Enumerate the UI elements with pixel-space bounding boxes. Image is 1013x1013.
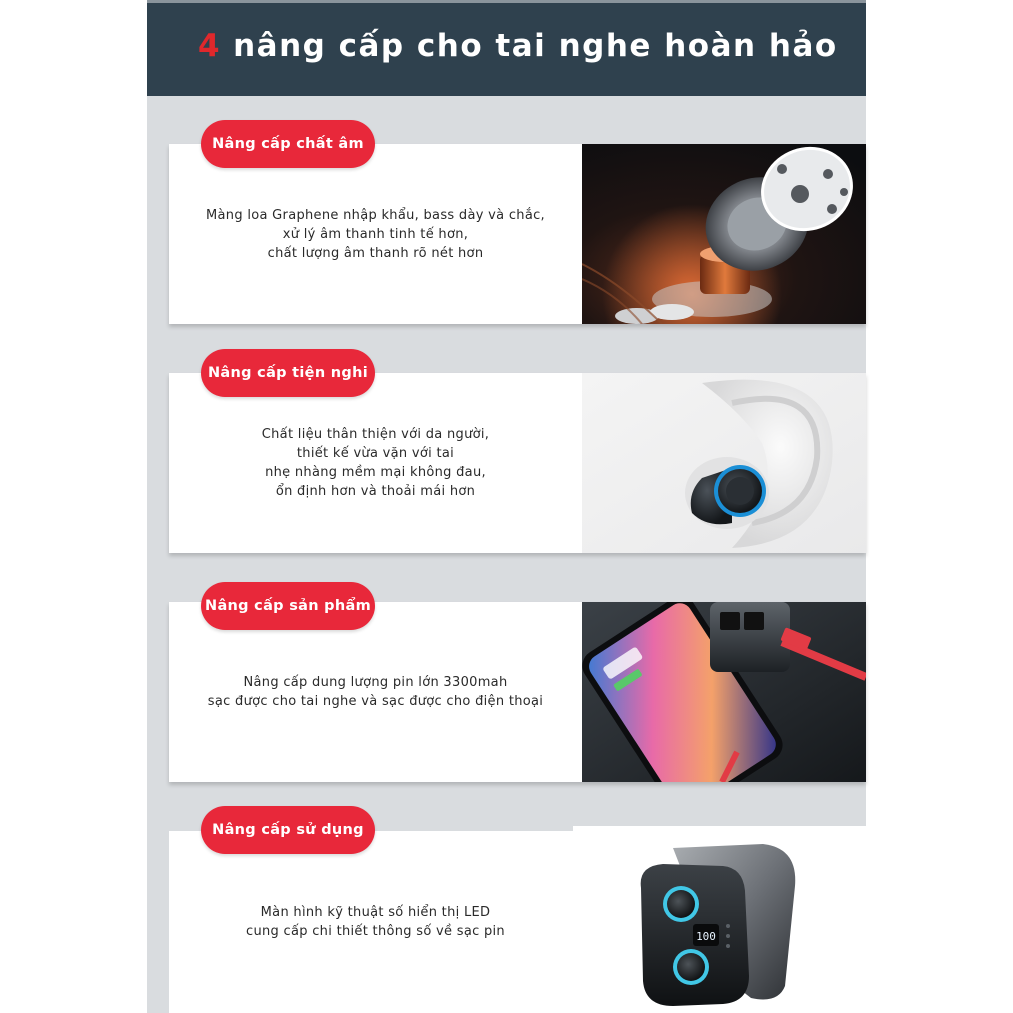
case-image-backdrop	[573, 826, 866, 1013]
description-line: xử lý âm thanh tinh tế hơn,	[282, 226, 469, 242]
title-text: nâng cấp cho tai nghe hoàn hảo	[233, 28, 838, 64]
description-line: chất lượng âm thanh rõ nét hơn	[267, 245, 484, 261]
feature-card-sound	[169, 144, 866, 324]
description-line: nhẹ nhàng mềm mại không đau,	[265, 465, 486, 480]
feature-description	[169, 831, 582, 1013]
speaker-driver-image	[582, 144, 866, 324]
phone-charging-image	[582, 602, 866, 782]
description-line: cung cấp chi thiết thông số về sạc pin	[246, 924, 505, 939]
badge-sound-upgrade: Nâng cấp chất âm	[201, 120, 375, 168]
title-number: 4	[198, 28, 222, 64]
description-line: thiết kế vừa vặn với tai	[296, 446, 455, 461]
feature-card-comfort	[169, 373, 866, 553]
charging-case-image	[573, 826, 866, 1013]
badge-product-upgrade: Nâng cấp sản phẩm	[201, 582, 375, 630]
badge-usage-upgrade: Nâng cấp sử dụng	[201, 806, 375, 854]
description-line: Màng loa Graphene nhập khẩu, bass dày và chắc,	[206, 207, 545, 223]
feature-description	[169, 144, 582, 324]
earbud-in-ear-image	[582, 373, 866, 553]
page-title	[198, 26, 838, 66]
feature-description	[169, 373, 582, 553]
description-line: Nâng cấp dung lượng pin lớn 3300mah	[243, 675, 508, 690]
header-top-line	[147, 0, 866, 3]
description-line: sạc được cho tai nghe và sạc được cho điện thoại	[207, 694, 544, 709]
badge-comfort-upgrade: Nâng cấp tiện nghi	[201, 349, 375, 397]
description-line: Chất liệu thân thiện với da người,	[261, 427, 490, 442]
description-line: Màn hình kỹ thuật số hiển thị LED	[260, 905, 491, 920]
led-display-text: 100	[696, 930, 716, 943]
description-line: ổn định hơn và thoải mái hơn	[275, 484, 476, 499]
